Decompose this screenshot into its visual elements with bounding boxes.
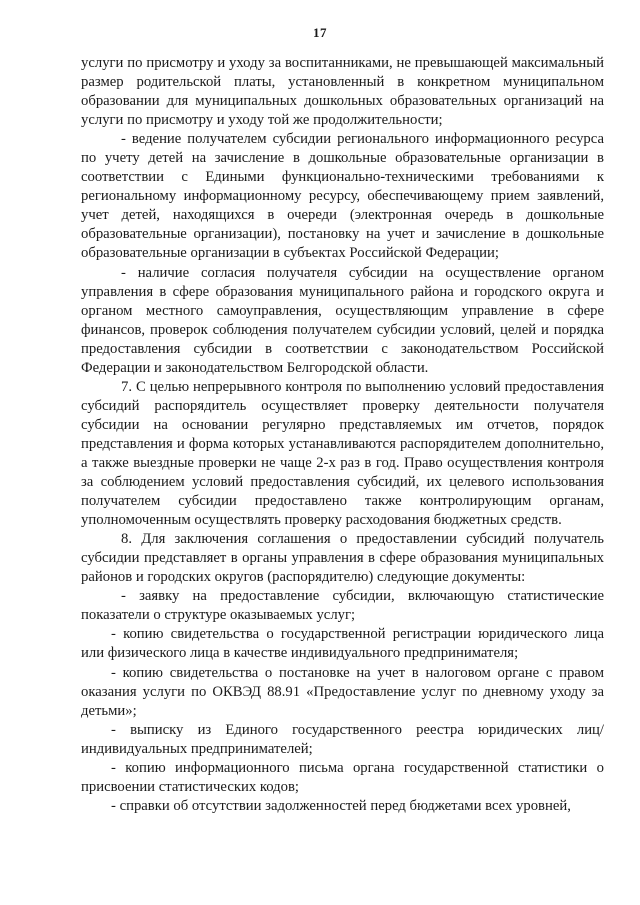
paragraph-section-8: 8. Для заключения соглашения о предоставлении субсидий получатель субсидии представляет в органы управления в сфере образования муниципальных районов и городских округов (распорядителю) следующие документы: [81, 531, 604, 586]
list-item-statistics-letter: - копию информационного письма органа государственной статистики о присвоении статистических кодов; [81, 759, 604, 795]
list-item-registry-maintenance: - ведение получателем субсидии регионального информационного ресурса по учету детей на зачисление в дошкольные образовательные организации в соответствии с Едиными функционально-техническими требованиями к региональному информационному ресурсу, обеспечивающему прием заявлений, учет детей, находящихся в очереди (электронная очередь в дошкольные образовательные организации), постановку на учет и зачисление в дошкольные образовательные организации в субъектах Российской Федерации; [81, 131, 604, 262]
list-item-registration-certificate: - копию свидетельства о государственной регистрации юридического лица или физического лица в качестве индивидуального предпринимателя; [81, 626, 604, 662]
list-item-consent-to-audits: - наличие согласия получателя субсидии на осуществление органом управления в сфере образования муниципального района и городского округа и органом местного самоуправления, осуществляющим управление в сфере финансов, проверок соблюдения получателем субсидии условий, целей и порядка предоставления субсидии в соответствии с законодательством Российской Федерации и законодательством Белгородской области. [81, 264, 604, 376]
page-number: 17 [313, 25, 327, 40]
list-item-application: - заявку на предоставление субсидии, включающую статистические показатели о структуре оказываемых услуг; [81, 588, 604, 624]
paragraph-section-7: 7. С целью непрерывного контроля по выполнению условий предоставления субсидий распорядитель осуществляет проверку деятельности получателя субсидии на основании регулярно представляемых им отчетов, порядок представления и форма которых устанавливаются распорядителем дополнительно, а также выездные проверки не чаще 2-х раз в год. Право осуществления контроля за соблюдением условий предоставления субсидий, их целевого использования получателем субсидии предоставлено также контролирующим органам, уполномоченным осуществлять проверку расходования бюджетных средств. [81, 378, 604, 529]
list-item-tax-certificate: - копию свидетельства о постановке на учет в налоговом органе с правом оказания услуги по ОКВЭД 88.91 «Предоставление услуг по дневному уходу за детьми»; [81, 664, 604, 719]
list-item-no-debts-certificate: - справки об отсутствии задолженностей перед бюджетами всех уровней, [111, 797, 571, 814]
document-body [81, 54, 604, 816]
paragraph-continuation: услуги по присмотру и уходу за воспитанниками, не превышающей максимальный размер родительской платы, установленный в конкретном муниципальном образовании для муниципальных дошкольных образовательных организаций на услуги по присмотру и уходу той же продолжительности; [81, 55, 604, 129]
list-item-state-register-extract: - выписку из Единого государственного реестра юридических лиц/индивидуальных предпринимателей; [81, 721, 604, 757]
